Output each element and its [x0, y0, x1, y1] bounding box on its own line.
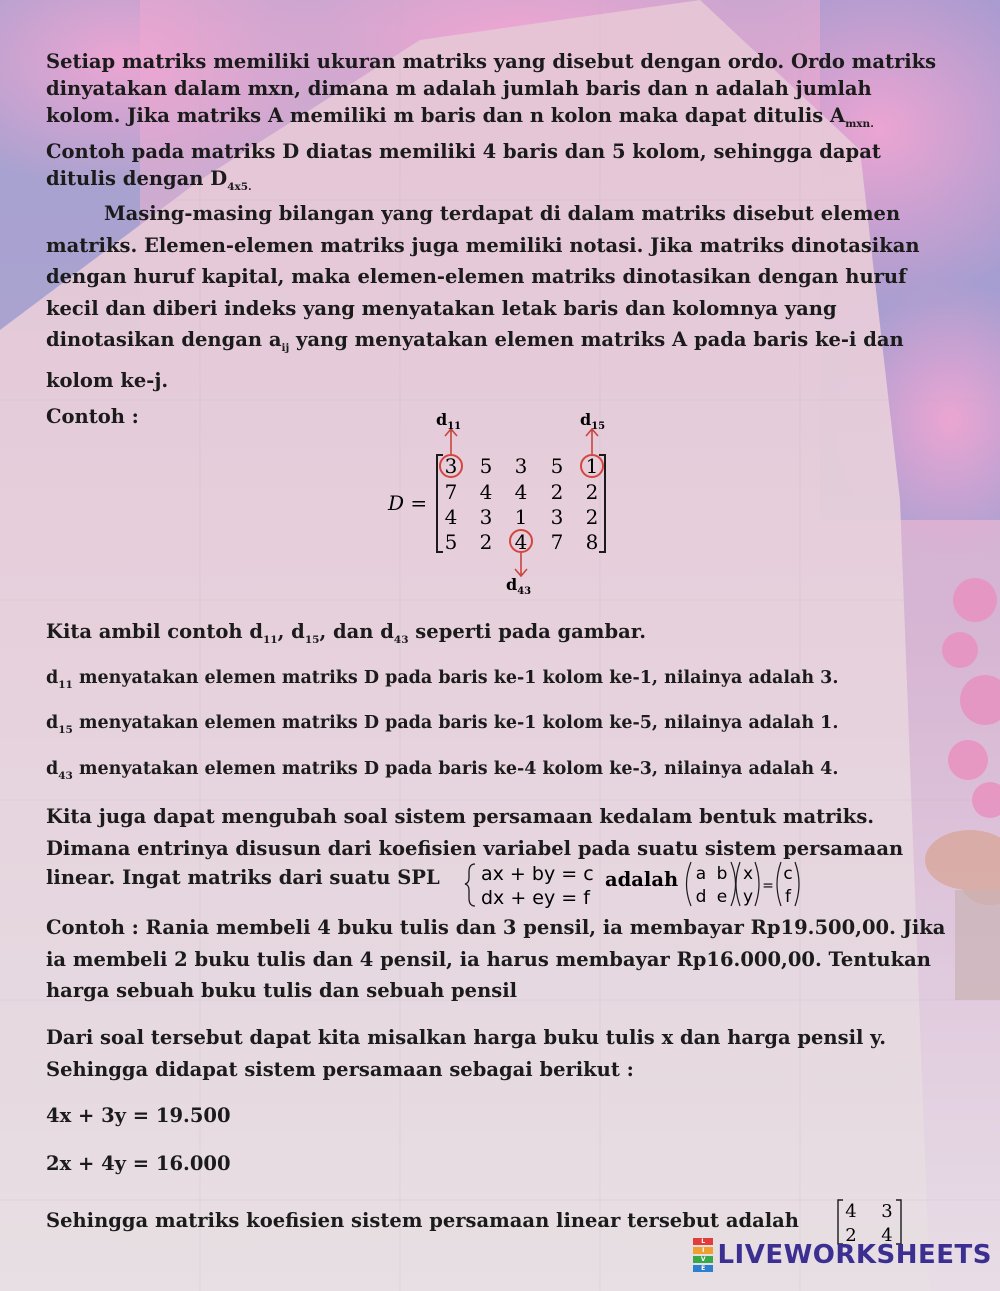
coef-cell: 4: [845, 1201, 857, 1222]
spl-coef-e: e: [716, 887, 728, 907]
kita-ambil-line: [46, 620, 646, 646]
kita-ambil-s3: 43: [393, 634, 409, 646]
spl-var-x: x: [742, 864, 754, 884]
d15-sub: 15: [58, 724, 73, 736]
coef-cell: 3: [881, 1201, 893, 1222]
kita-ambil-a: Kita ambil contoh d: [46, 620, 263, 643]
logo-letter: E: [693, 1265, 713, 1272]
d43-text: menyatakan elemen matriks D pada baris ke-4 kolom ke-3, nilainya adalah 4.: [72, 759, 839, 779]
d11-description: [46, 668, 838, 691]
matrix-d-figure: [380, 405, 620, 595]
matrix-d-cell: 5: [550, 454, 564, 478]
spl-rhs-c: c: [783, 864, 793, 884]
brand-name: LIVEWORKSHEETS: [717, 1240, 992, 1270]
matrix-d-cell: 4: [479, 480, 493, 504]
kita-ambil-d: seperti pada gambar.: [408, 620, 646, 643]
paragraph-ordo: [46, 48, 951, 201]
arrow-d43: [515, 553, 527, 576]
spl-eq-bottom: dx + ey = f: [481, 887, 590, 909]
matrix-d-cell: 3: [479, 505, 493, 529]
matrix-d-cell: 1: [585, 454, 599, 478]
spl-adalah: adalah: [605, 868, 679, 891]
coef-cell: 2: [845, 1225, 857, 1246]
d15-text: menyatakan elemen matriks D pada baris ke-1 kolom ke-5, nilainya adalah 1.: [72, 713, 839, 733]
matrix-d-cell: 4: [514, 480, 528, 504]
d43-sub: 43: [58, 770, 73, 782]
liveworksheets-logo-icon: [693, 1237, 713, 1273]
label-d11: $d_{11}$: [436, 410, 462, 432]
matrix-d-cell: 7: [444, 480, 458, 504]
spl-text-b: linear. Ingat matriks dari suatu SPL: [46, 866, 440, 889]
ordo-sub-a: mxn.: [845, 118, 874, 130]
paragraph-dari-soal: Dari soal tersebut dapat kita misalkan harga buku tulis x dan harga pensil y. Sehingga didapat sistem persamaan sebagai berikut :: [46, 1026, 887, 1081]
paragraph-elemen: [46, 198, 951, 396]
d11-d: d: [46, 668, 59, 688]
matrix-d-cell: 2: [550, 480, 564, 504]
matrix-d-cell: 2: [479, 530, 493, 554]
matrix-d-cell: 2: [585, 505, 599, 529]
kita-ambil-s2: 15: [304, 634, 320, 646]
spl-coef-b: b: [716, 864, 728, 884]
spl-line: [46, 866, 440, 889]
arrow-d11: [445, 429, 457, 454]
matrix-d-cell: 3: [514, 454, 528, 478]
spl-coef-d: d: [695, 887, 707, 907]
equation-1: 4x + 3y = 19.500: [46, 1104, 231, 1127]
logo-letter: L: [693, 1238, 713, 1245]
equation-2: 2x + 4y = 16.000: [46, 1152, 231, 1175]
label-d43: $d_{43}$: [506, 575, 532, 595]
matrix-d-cell: 4: [444, 505, 458, 529]
d43-description: [46, 759, 838, 782]
d15-description: [46, 713, 838, 736]
kita-ambil-b: , d: [277, 620, 305, 643]
matrix-d-cell: 3: [444, 454, 458, 478]
paragraph-contoh-rania: Contoh : Rania membeli 4 buku tulis dan 3 pensil, ia membayar Rp19.500,00. Jika ia membeli 2 buku tulis dan 4 pensil, ia harus membayar Rp16.000,00. Tentukan harga sebuah buku tulis dan sebuah pensil: [46, 916, 946, 1002]
spl-equals: =: [762, 878, 774, 894]
liveworksheets-brand[interactable]: [693, 1237, 992, 1273]
kita-ambil-s1: 11: [262, 634, 278, 646]
logo-letter: V: [693, 1256, 713, 1263]
matrix-d-cell: 5: [444, 530, 458, 554]
spl-matrix-figure: [463, 858, 803, 910]
ordo-text-a: Setiap matriks memiliki ukuran matriks yang disebut dengan ordo. Ordo matriks dinyatakan dalam mxn, dimana m adalah jumlah baris dan n adalah jumlah kolom. Jika matriks A memiliki m baris dan n kolon maka dapat ditulis A: [46, 50, 937, 127]
paragraph-spl: Kita juga dapat mengubah soal sistem persamaan kedalam bentuk matriks. Dimana entrinya disusun dari koefisien variabel pada suatu sistem persamaan: [46, 805, 904, 860]
spl-rhs-f: f: [785, 887, 791, 907]
matrix-d-cell: 1: [514, 505, 528, 529]
d11-text: menyatakan elemen matriks D pada baris ke-1 kolom ke-1, nilainya adalah 3.: [72, 668, 839, 688]
elemen-text-b: yang menyatakan elemen matriks A pada baris ke-i dan kolom ke-j.: [46, 328, 904, 392]
d15-d: d: [46, 713, 59, 733]
contoh-label: Contoh :: [46, 405, 139, 428]
matrix-d-cell: 8: [585, 530, 599, 554]
d11-sub: 11: [58, 679, 73, 691]
spl-var-y: y: [742, 887, 754, 907]
matrix-d-cell: 7: [550, 530, 564, 554]
matrix-d-cell: 2: [585, 480, 599, 504]
spl-eq-top: ax + by = c: [481, 863, 594, 885]
kita-ambil-c: , dan d: [319, 620, 394, 643]
ordo-sub-b: 4x5.: [227, 181, 252, 193]
coef-cell: 4: [881, 1225, 893, 1246]
arrow-d15: [586, 429, 598, 454]
elemen-sub: ij: [281, 342, 290, 354]
matrix-d-cell: 3: [550, 505, 564, 529]
spl-coef-a: a: [695, 864, 707, 884]
matrix-d-cell: 5: [479, 454, 493, 478]
d43-d: d: [46, 759, 59, 779]
matrix-d-name: D =: [388, 491, 428, 515]
sehingga-line: Sehingga matriks koefisien sistem persamaan linear tersebut adalah: [46, 1209, 799, 1232]
spl-brace: [465, 864, 475, 906]
elemen-text-a: Masing-masing bilangan yang terdapat di dalam matriks disebut elemen matriks. Elemen-elemen matriks juga memiliki notasi. Jika matriks dinotasikan dengan huruf kapital, maka elemen-elemen matriks dinotasikan dengan huruf kecil dan diberi indeks yang menyatakan letak baris dan kolomnya yang dinotasikan dengan a: [46, 202, 920, 351]
label-d15: $d_{15}$: [580, 410, 606, 432]
logo-letter: I: [693, 1247, 713, 1254]
matrix-d-cell: 4: [514, 530, 528, 554]
ordo-text-b: Contoh pada matriks D diatas memiliki 4 baris dan 5 kolom, sehingga dapat ditulis dengan D: [46, 140, 881, 190]
